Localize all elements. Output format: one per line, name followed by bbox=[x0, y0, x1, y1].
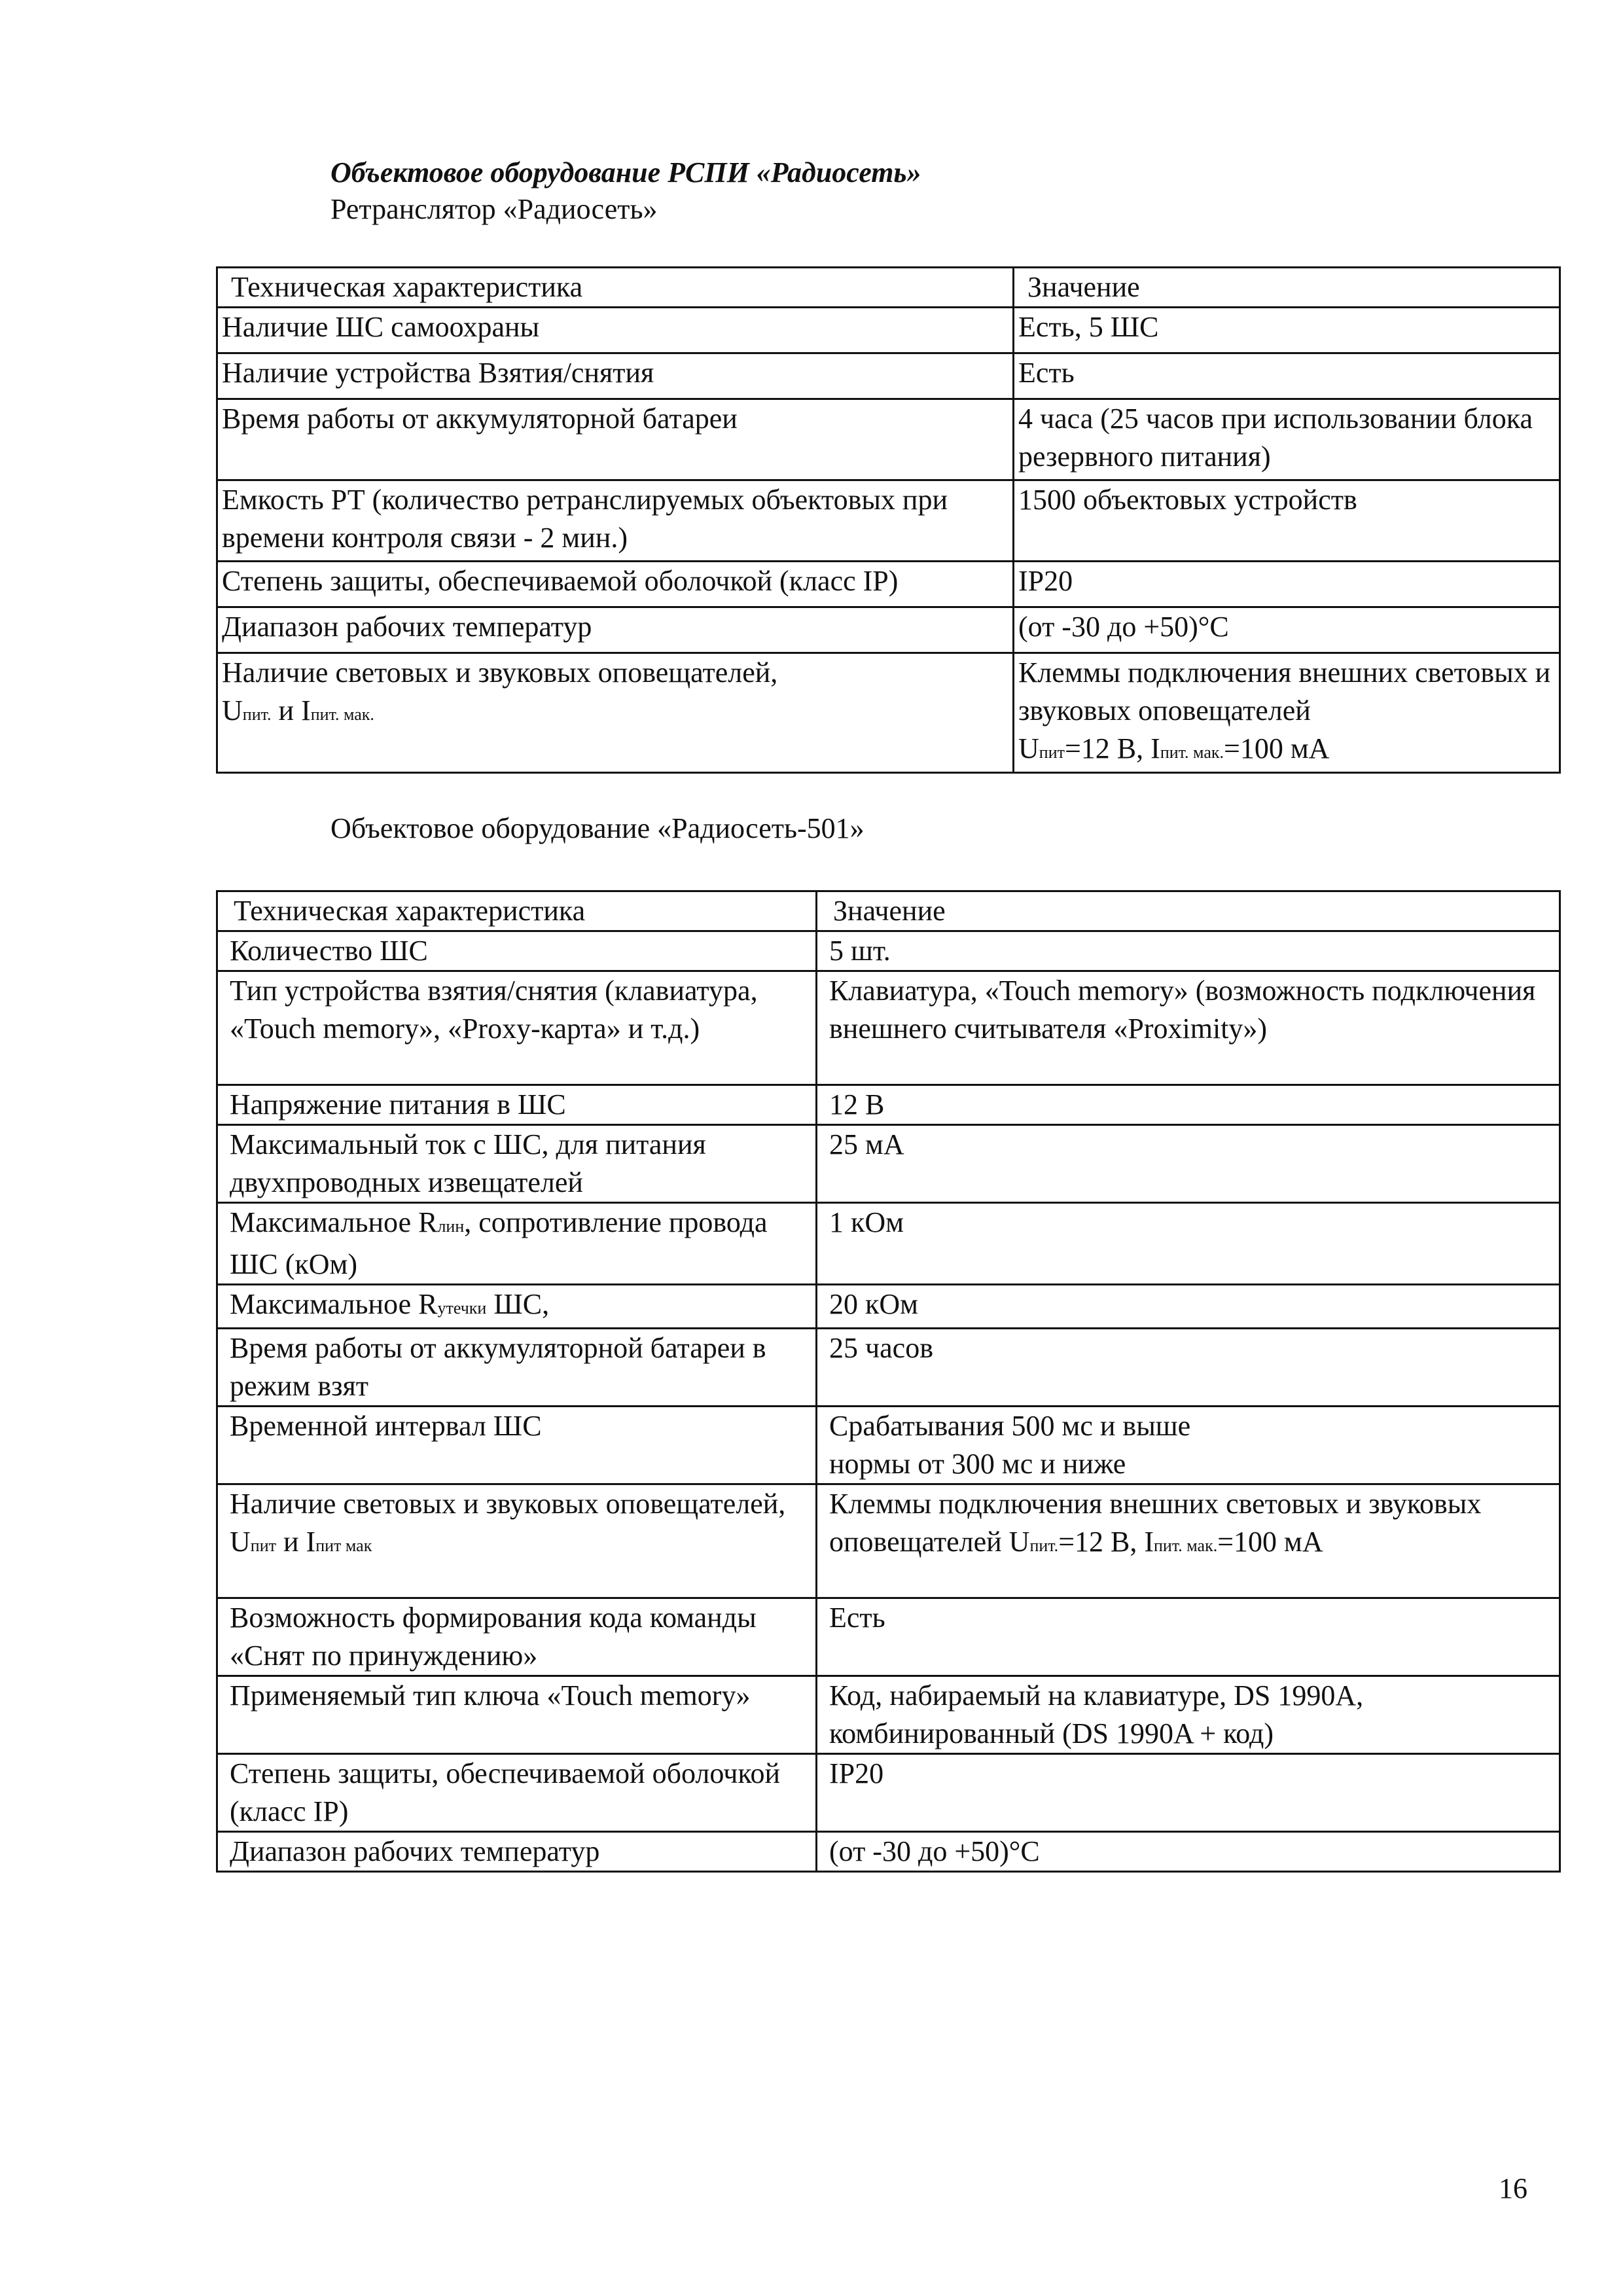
spec-name: Максимальное Rлин, сопротивление провода ШС (кОм) bbox=[217, 1203, 817, 1285]
spec-value: Срабатывания 500 мс и выше нормы от 300 мс и ниже bbox=[817, 1407, 1560, 1484]
table-row bbox=[217, 1085, 1560, 1125]
spec-value: (от -30 до +50)°С bbox=[1014, 607, 1560, 653]
table-row bbox=[217, 1407, 1560, 1484]
spec-value: Есть, 5 ШС bbox=[1014, 308, 1560, 353]
retranslator-spec-table bbox=[216, 266, 1561, 774]
spec-value: IP20 bbox=[1014, 562, 1560, 607]
table-row bbox=[217, 1203, 1560, 1285]
radioset-501-spec-table bbox=[216, 890, 1561, 1873]
spec-name: Время работы от аккумуляторной батареи в режим взят bbox=[217, 1329, 817, 1407]
table-row bbox=[217, 1676, 1560, 1754]
spec-value: Код, набираемый на клавиатуре, DS 1990A, комбинированный (DS 1990A + код) bbox=[817, 1676, 1560, 1754]
column-header-characteristic: Техническая характеристика bbox=[217, 891, 817, 931]
table-row bbox=[217, 1598, 1560, 1676]
spec-name: Время работы от аккумуляторной батареи bbox=[217, 399, 1014, 480]
table-row bbox=[217, 971, 1560, 1085]
table-row bbox=[217, 653, 1560, 773]
spec-name: Тип устройства взятия/снятия (клавиатура, «Touch memory», «Proxy-карта» и т.д.) bbox=[217, 971, 817, 1085]
column-header-characteristic: Техническая характеристика bbox=[217, 268, 1014, 308]
page-number: 16 bbox=[1499, 2172, 1527, 2204]
table-row bbox=[217, 1125, 1560, 1203]
table-row bbox=[217, 1329, 1560, 1407]
table-row bbox=[217, 931, 1560, 971]
table-header-row bbox=[217, 891, 1560, 931]
table-header-row bbox=[217, 268, 1560, 308]
spec-value: Клавиатура, «Touch memory» (возможность подключения внешнего считывателя «Proximity») bbox=[817, 971, 1560, 1085]
table-row bbox=[217, 308, 1560, 353]
spec-value: 1500 объектовых устройств bbox=[1014, 480, 1560, 562]
spec-name: Наличие устройства Взятия/снятия bbox=[217, 353, 1014, 399]
spec-value: 4 часа (25 часов при использовании блока резервного питания) bbox=[1014, 399, 1560, 480]
spec-name: Применяемый тип ключа «Touch memory» bbox=[217, 1676, 817, 1754]
spec-name: Наличие ШС самоохраны bbox=[217, 308, 1014, 353]
spec-value: Клеммы подключения внешних световых и звуковых оповещателей Uпит.=12 В, Iпит. мак.=100 мА bbox=[817, 1484, 1560, 1598]
device-501-caption: Объектовое оборудование «Радиосеть-501» bbox=[330, 812, 865, 844]
spec-value: 5 шт. bbox=[817, 931, 1560, 971]
table-row bbox=[217, 1754, 1560, 1832]
spec-value: 25 часов bbox=[817, 1329, 1560, 1407]
section-heading: Объектовое оборудование РСПИ «Радиосеть» bbox=[330, 156, 921, 188]
spec-value: IP20 bbox=[817, 1754, 1560, 1832]
column-header-value: Значение bbox=[817, 891, 1560, 931]
table-row bbox=[217, 480, 1560, 562]
spec-value: 12 В bbox=[817, 1085, 1560, 1125]
spec-name: Напряжение питания в ШС bbox=[217, 1085, 817, 1125]
spec-name: Наличие световых и звуковых оповещателей, Uпит. и Iпит. мак. bbox=[217, 653, 1014, 773]
table-row bbox=[217, 1484, 1560, 1598]
spec-value: 25 мА bbox=[817, 1125, 1560, 1203]
spec-value: 20 кОм bbox=[817, 1285, 1560, 1329]
spec-name: Возможность формирования кода команды «Снят по принуждению» bbox=[217, 1598, 817, 1676]
spec-value: 1 кОм bbox=[817, 1203, 1560, 1285]
table-row bbox=[217, 353, 1560, 399]
table-row bbox=[217, 1832, 1560, 1872]
spec-name: Максимальное Rутечки ШС, bbox=[217, 1285, 817, 1329]
spec-name: Максимальный ток с ШС, для питания двухпроводных извещателей bbox=[217, 1125, 817, 1203]
spec-value: (от -30 до +50)°С bbox=[817, 1832, 1560, 1872]
spec-value: Есть bbox=[817, 1598, 1560, 1676]
spec-value: Клеммы подключения внешних световых и звуковых оповещателей Uпит=12 В, Iпит. мак.=100 мА bbox=[1014, 653, 1560, 773]
spec-name: Емкость РТ (количество ретранслируемых объектовых при времени контроля связи - 2 мин.) bbox=[217, 480, 1014, 562]
spec-name: Степень защиты, обеспечиваемой оболочкой (класс IP) bbox=[217, 1754, 817, 1832]
spec-name: Временной интервал ШС bbox=[217, 1407, 817, 1484]
table-row bbox=[217, 399, 1560, 480]
spec-name: Количество ШС bbox=[217, 931, 817, 971]
table-row bbox=[217, 607, 1560, 653]
retranslator-subheading: Ретранслятор «Радиосеть» bbox=[330, 193, 658, 225]
spec-name: Диапазон рабочих температур bbox=[217, 607, 1014, 653]
table-row bbox=[217, 562, 1560, 607]
spec-value: Есть bbox=[1014, 353, 1560, 399]
spec-name: Наличие световых и звуковых оповещателей, Uпит и Iпит мак bbox=[217, 1484, 817, 1598]
spec-name: Степень защиты, обеспечиваемой оболочкой (класс IP) bbox=[217, 562, 1014, 607]
spec-name: Диапазон рабочих температур bbox=[217, 1832, 817, 1872]
column-header-value: Значение bbox=[1014, 268, 1560, 308]
table-row bbox=[217, 1285, 1560, 1329]
